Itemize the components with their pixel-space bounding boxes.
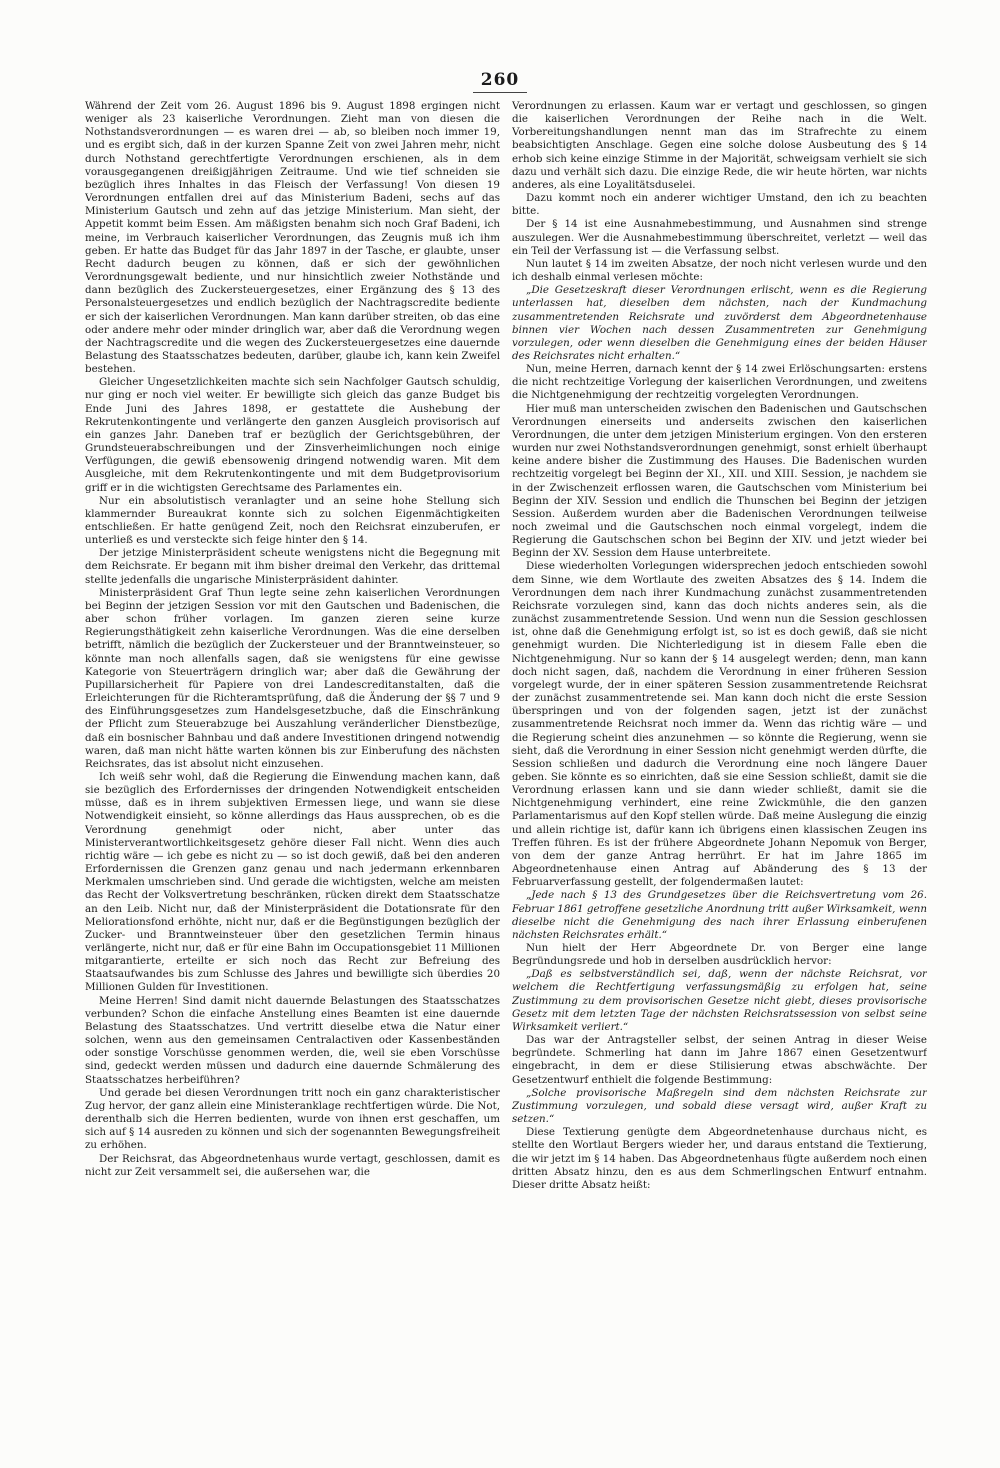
left-paragraph: Während der Zeit vom 26. August 1896 bis 9. August 1898 ergingen nicht weniger als 23 kaiserliche Verordnungen. Zieht man von diesen die Nothstandsverordnungen — es waren drei — ab, so bleiben noch immer 19, und es ergibt sich, daß in der kurzen Spanne Zeit von zwei Jahren mehr, nicht durch Nothstand gerechtfertigte Verordnungen erschienen, als in dem vorausgegangenen dreißigjährigen Zeitraume. Und wie tief schneiden sie bezüglich ihres Inhaltes in das Fleisch der Verfassung! Von diesen 19 Verordnungen entfallen drei auf das Ministerium Badeni, sechs auf das Ministerium Gautsch und zehn auf das jetzige Ministerium. Man sieht, der Appetit kommt beim Essen. Am mäßigsten benahm sich noch Graf Badeni, ich meine, im Verbrauch kaiserlicher Verordnungen, das Zeugnis muß ich ihm geben. Er hatte das Budget für das Jahr 1897 in der Tasche, er glaubte, unser Recht dadurch beugen zu können, daß er sich der gewöhnlichen Verordnungsgewalt bediente, und nur hinsichtlich zweier Nothstände und dann bezüglich des Zuckersteuergesetzes, einer Ergänzung des § 13 des Personalsteuergesetzes und endlich bezüglich der Nachtragscredite bediente er sich der kaiserlichen Verordnungen. Man kann darüber streiten, ob das eine oder andere mehr oder minder dringlich war, aber daß die Verordnung wegen der Nachtragscredite und die wegen des Zuckersteuergesetzes eine dauernde Belastung des Staatsschatzes bedeuten, darüber, glaube ich, kann kein Zweifel bestehen. (85, 100, 500, 376)
right-paragraph: Dazu kommt noch ein anderer wichtiger Umstand, den ich zu beachten bitte. (512, 192, 927, 218)
right-paragraph: Der § 14 ist eine Ausnahmebestimmung, und Ausnahmen sind strenge auszulegen. Wer die Ausnahmebestimmung überschreitet, verletzt — weil das ein Teil der Verfassung ist — die Verfassung selbst. (512, 218, 927, 257)
right-quote: „Solche provisorische Maßregeln sind dem nächsten Reichsrate zur Zustimmung vorzulegen, und sobald diese versagt wird, außer Kraft zu setzen.“ (512, 1086, 927, 1126)
right-paragraph: Das war der Antragsteller selbst, der seinen Antrag in dieser Weise begründete. Schmerling hat dann im Jahre 1867 einen Gesetzentwurf eingebracht, in dem er diese Stilisierung etwas abschwächte. Der Gesetzentwurf enthielt die folgende Bestimmung: (512, 1034, 927, 1086)
left-paragraph: Meine Herren! Sind damit nicht dauernde Belastungen des Staatsschatzes verbunden? Schon die einfache Anstellung eines Beamten ist eine dauernde Belastung des Staatsschatzes. Und vertritt dieselbe etwa die Natur einer solchen, wenn aus den gemeinsamen Centralactiven oder Kassenbeständen oder sonstige Vorschüsse genommen werden, die, weil sie eben Vorschüsse sind, gedeckt werden müssen und dadurch eine dauernde Schmälerung des Staatsschatzes herbeiführen? (85, 994, 500, 1086)
right-quote: „Jede nach § 13 des Grundgesetzes über die Reichsvertretung vom 26. Februar 1861 getroffene gesetzliche Anordnung tritt außer Wirksamkeit, wenn dieselbe nicht die Genehmigung des nach ihrer Erlassung einberufenen nächsten Reichsrates erhält.“ (512, 889, 927, 941)
page-number: 260 (0, 70, 1000, 93)
right-paragraph: Hier muß man unterscheiden zwischen den Badenischen und Gautschschen Verordnungen einerseits und anderseits zwischen den kaiserlichen Verordnungen, die unter dem jetzigen Ministerium ergingen. Von den ersteren wurden nur zwei Nothstandsverordnungen genehmigt, sonst erhielt überhaupt keine andere bisher die Zustimmung des Hauses. Die Badenischen wurden rechtzeitig vorgelegt bei Beginn der XI., XII. und XIII. Session, je nachdem sie in der Zwischenzeit erflossen waren, die Gautschschen vom Ministerium bei Beginn der XIV. Session und endlich die Thunschen bei Beginn der jetzigen Session. Außerdem wurden aber die Badenischen Verordnungen teilweise noch zweimal und die Gautschschen noch einmal vorgelegt, indem die Regierung die Gautschschen schon bei Beginn der XIV. und jetzt wieder bei Beginn der XV. Session dem Hause unterbreitete. (512, 402, 927, 560)
right-paragraph: Nun lautet § 14 im zweiten Absatze, der noch nicht verlesen wurde und den ich deshalb einmal verlesen möchte: (512, 257, 927, 284)
left-paragraph: Gleicher Ungesetzlichkeiten machte sich sein Nachfolger Gautsch schuldig, nur ging er noch viel weiter. Er bewilligte sich gleich das ganze Budget bis Ende Juni des Jahres 1898, er gestattete die Aushebung der Rekrutenkontingente und verlängerte den ganzen Ausgleich provisorisch auf ein ganzes Jahr. Daneben traf er bezüglich der Gerichtsgebühren, der Grundsteuerabschreibungen und der Zinsverheimlichungen noch einige Verfügungen, die gewiß ebensowenig dringend notwendig waren. Mit dem Ausgleiche, mit dem Rekrutenkontingente und mit dem Budgetprovisorium griff er in die wichtigsten Gerechtsame des Parlamentes ein. (85, 376, 500, 494)
right-paragraph: Diese wiederholten Vorlegungen widersprechen jedoch entschieden sowohl dem Sinne, wie dem Wortlaute des zweiten Absatzes des § 14. Indem die Verordnungen dem nach ihrer Kundmachung zunächst zusammentretenden Reichsrate vorzulegen sind, kann das doch nichts anderes sein, als die zunächst zusammentretende Session. Und wenn nun die Session geschlossen ist, ohne daß die Genehmigung erfolgt ist, so ist es doch gewiß, daß sie nicht genehmigt wurden. Die Nichterledigung ist in diesem Falle eben die Nichtgenehmigung. Nur so kann der § 14 ausgelegt werden; denn, man kann doch nicht sagen, daß, nachdem die Verordnung in einer früheren Session vorgelegt wurde, der in einer späteren Session zusammentretende Reichsrat der zunächst zusammentretende sei. Man kann doch nicht die erste Session überspringen und von der folgenden sagen, jetzt ist der zunächst zusammentretende Reichsrat noch immer da. Wenn das richtig wäre — und die Regierung scheint dies anzunehmen — so könnte die Regierung, wenn sie sieht, daß die Verordnung in einer Session nicht genehmigt werden dürfte, die Session schließen und dadurch die Verordnung eine noch längere Dauer geben. Sie könnte es so einrichten, daß sie eine Session schließt, damit sie die Verordnung erlassen kann und sie dann wieder schließt, damit sie die Nichtgenehmigung verhindert, eine reine Zwickmühle, die den ganzen Parlamentarismus auf den Kopf stellen würde. Daß meine Auslegung die einzig und allein richtige ist, dafür kann ich übrigens einen klassischen Zeugen ins Treffen führen. Es ist der frühere Abgeordnete Johann Nepomuk von Berger, von dem der ganze Antrag herrührt. Er hat im Jahre 1865 im Abgeordnetenhause einen Antrag auf Abänderung des § 13 der Februarverfassung gestellt, der folgendermaßen lautet: (512, 560, 927, 889)
right-paragraph: Nun, meine Herren, darnach kennt der § 14 zwei Erlöschungsarten: erstens die nicht rechtzeitige Vorlegung der kaiserlichen Verordnungen, und zweitens die Nichtgenehmigung der rechtzeitig vorgelegten Verordnungen. (512, 363, 927, 402)
left-paragraph: Nur ein absolutistisch veranlagter und an seine hohe Stellung sich klammernder Bureaukrat konnte sich zu solchen Eigenmächtigkeiten entschließen. Er hatte genügend Zeit, noch den Reichsrat einzuberufen, er unterließ es und versteckte sich feige hinter den § 14. (85, 494, 500, 547)
left-paragraph: Der jetzige Ministerpräsident scheute wenigstens nicht die Begegnung mit dem Reichsrate. Er begann mit ihm bisher dreimal den Verkehr, das drittemal stellte jedenfalls die ungarische Ministerpräsident dahinter. (85, 547, 500, 586)
right-paragraph: Verordnungen zu erlassen. Kaum war er vertagt und geschlossen, so gingen die kaiserlichen Verordnungen der Reihe nach in die Welt. Vorbereitungshandlungen nennt man das im Strafrechte zu einem beabsichtigten Anschlage. Gegen eine solche dolose Ausbeutung des § 14 erhob sich keine einzige Stimme in der Majorität, schweigsam verhielt sie sich dazu und verhält sich dazu. Die einzige Rede, die wir heute hörten, war nichts anderes, als eine Loyalitätsduselei. (512, 100, 927, 191)
left-paragraph: Ministerpräsident Graf Thun legte seine zehn kaiserlichen Verordnungen bei Beginn der jetzigen Session vor mit den Gautschen und Badenischen, die aber schon früher vorlagen. Im ganzen zieren seine kurze Regierungsthätigkeit zehn kaiserliche Verordnungen. Was die eine derselben betrifft, nämlich die bezüglich der Zuckersteuer und der Branntweinsteuer, so könnte man noch allenfalls sagen, daß sie wenigstens für eine gewisse Kategorie von Steuerträgern dringlich war; aber daß die Gewährung der Pupillarsicherheit für Papiere von drei Landescreditanstalten, daß die Erleichterungen für die Richteramtsprüfung, daß die Änderung der §§ 7 und 9 des Einführungsgesetzes zum Handelsgesetzbuche, daß die Einschränkung der Pflicht zum Steuerabzuge bei Auszahlung veränderlicher Dienstbezüge, daß ein bosnischer Bahnbau und daß andere Investitionen dringend notwendig waren, daß man nicht hätte warten können bis zur Einberufung des nächsten Reichsrates, das ist absolut nicht einzusehen. (85, 586, 500, 770)
left-paragraph: Ich weiß sehr wohl, daß die Regierung die Einwendung machen kann, daß sie bezüglich des Erfordernisses der dringenden Notwendigkeit entscheiden müsse, daß es in ihrem subjektiven Ermessen liege, und wann sie diese Notwendigkeit einsieht, so könne allerdings das Haus aussprechen, ob es die Verordnung genehmigt oder nicht, aber unter das Ministerverantwortlichkeitsgesetz gehöre dieser Fall nicht. Wenn dies auch richtig wäre — ich gebe es nicht zu — so ist doch gewiß, daß bei den anderen Erfordernissen die Grenzen ganz genau und nach jedermann erkennbaren Merkmalen umschrieben sind. Und gerade die wichtigsten, welche am meisten das Recht der Volksvertretung beschränken, rücken direkt dem Staatsschatze an den Leib. Nicht nur, daß der Ministerpräsident die Dotationsrate für den Meliorationsfond erhöhte, nicht nur, daß er die Begünstigungen bezüglich der Zucker- und Branntweinsteuer über den gesetzlichen Termin hinaus verlängerte, nicht nur, daß er für eine Bahn im Occupationsgebiet 11 Millionen mitgarantierte, erteilte er sich noch das Recht zur Befreiung des Staatsaufwandes bis zum Schlusse des Jahres und bewilligte sich überdies 20 Millionen Gulden für Investitionen. (85, 770, 500, 994)
right-paragraph: Diese Textierung genügte dem Abgeordnetenhause durchaus nicht, es stellte den Wortlaut Bergers wieder her, und daraus entstand die Textierung, die wir jetzt im § 14 haben. Das Abgeordnetenhaus fügte außerdem noch einen dritten Absatz hinzu, den es aus dem Schmerlingschen Entwurf entnahm. Dieser dritte Absatz heißt: (512, 1126, 927, 1191)
right-quote: „Daß es selbstverständlich sei, daß, wenn der nächste Reichsrat, vor welchem die Rechtfertigung verfassungsmäßig zu erfolgen hat, seine Zustimmung zu dem provisorischen Gesetze nicht giebt, dieses provisorische Gesetz mit dem letzten Tage der nächsten Reichsratssession von selbst seine Wirksamkeit verliert.“ (512, 968, 927, 1033)
right-column (512, 100, 927, 1440)
left-paragraph: Und gerade bei diesen Verordnungen tritt noch ein ganz charakteristischer Zug hervor, der ganz allein eine Ministeranklage rechtfertigen würde. Die Not, derenthalb sich die Herren bedienten, wurde von ihnen erst geschaffen, um sich auf § 14 ausreden zu können und sich der sogenannten Bewegungsfreiheit zu erhöhen. (85, 1086, 500, 1152)
left-paragraph: Der Reichsrat, das Abgeordnetenhaus wurde vertagt, geschlossen, damit es nicht zur Zeit versammelt sei, die außersehen war, die (85, 1152, 500, 1178)
right-quote: „Die Gesetzeskraft dieser Verordnungen erlischt, wenn es die Regierung unterlassen hat, dieselben dem nächsten, nach der Kundmachung zusammentretenden Reichsrate und zuvörderst dem Abgeordnetenhause binnen vier Wochen nach dessen Zusammentreten zur Genehmigung vorzulegen, oder wenn dieselben die Genehmigung eines der beiden Häuser des Reichsrates nicht erhalten.“ (512, 284, 927, 362)
left-column (85, 100, 500, 1440)
right-paragraph: Nun hielt der Herr Abgeordnete Dr. von Berger eine lange Begründungsrede und hob in derselben ausdrücklich hervor: (512, 942, 927, 968)
